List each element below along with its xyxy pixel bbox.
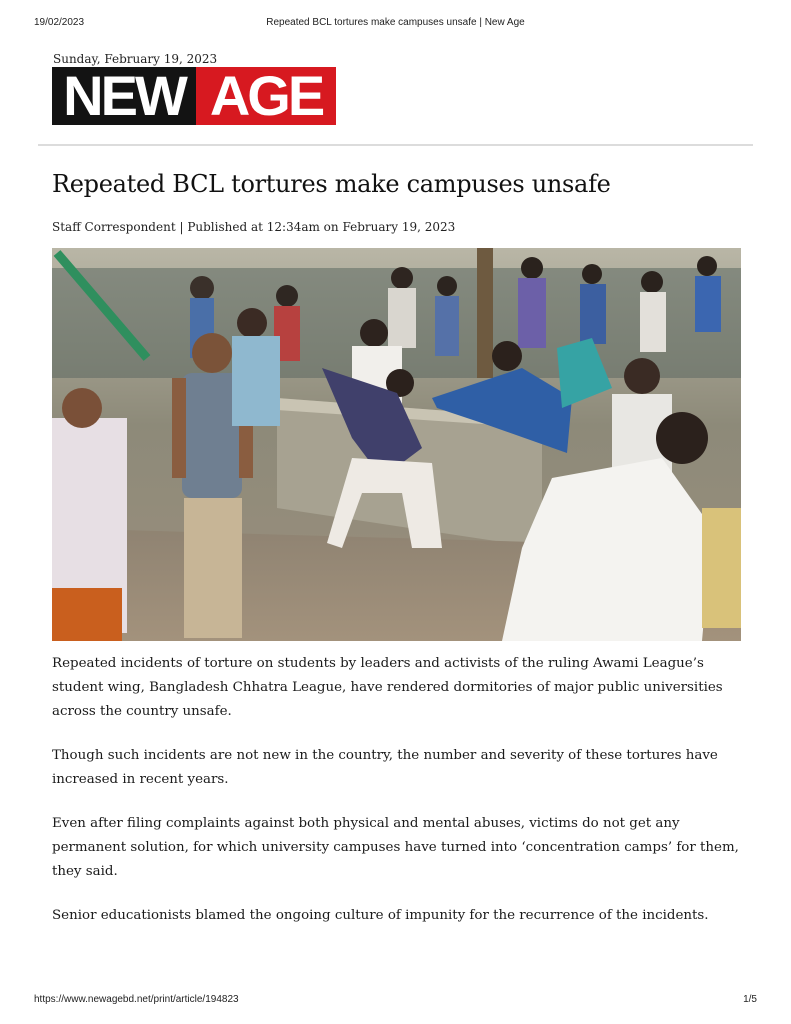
header-divider: [38, 144, 753, 146]
article-body: [52, 652, 742, 948]
new-age-logo[interactable]: [52, 64, 336, 127]
article-photo: [52, 248, 741, 641]
logo-new-text: NEW: [52, 67, 196, 125]
article-paragraph: Though such incidents are not new in the country, the number and severity of these tortures have increased in recent years.: [52, 748, 718, 787]
page-number: 1/5: [743, 994, 757, 1005]
print-header: [34, 17, 757, 33]
print-page-title: Repeated BCL tortures make campuses unsafe | New Age: [266, 17, 525, 28]
article-paragraph: Even after filing complaints against both physical and mental abuses, victims do not get any permanent solution, for which university campuses have turned into ‘concentration camps’ for them, they said.: [52, 816, 739, 879]
print-date: 19/02/2023: [34, 17, 85, 28]
masthead-date: Sunday, February 19, 2023: [53, 52, 218, 66]
print-footer: [34, 994, 757, 1008]
article-paragraph: Senior educationists blamed the ongoing culture of impunity for the recurrence of the incidents.: [52, 908, 709, 923]
article-headline: Repeated BCL tortures make campuses unsafe: [52, 170, 611, 198]
print-url[interactable]: https://www.newagebd.net/print/article/194823: [34, 994, 239, 1005]
article-byline: Staff Correspondent | Published at 12:34am on February 19, 2023: [52, 220, 456, 234]
photo-illustration: [52, 248, 741, 641]
article-paragraph: Repeated incidents of torture on students by leaders and activists of the ruling Awami League’s student wing, Bangladesh Chhatra League, have rendered dormitories of major public universities across the country unsafe.: [52, 656, 723, 719]
logo-age-text: AGE: [196, 67, 336, 125]
